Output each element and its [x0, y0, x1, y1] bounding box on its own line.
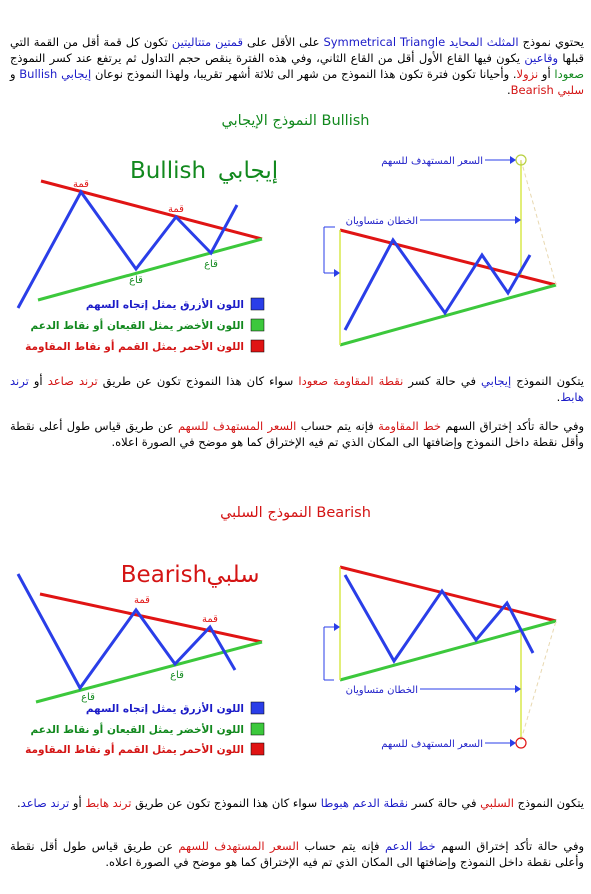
legend-green-swatch [251, 319, 264, 331]
para-text: في حالة كسر [408, 796, 481, 810]
bearish-title-arabic: سلبي [206, 562, 260, 588]
bullish-title-english: Bullish [129, 158, 207, 184]
arrow-head [510, 156, 516, 164]
para-text: فإنه يتم حساب [298, 839, 385, 853]
legend-blue-swatch [251, 702, 264, 714]
intro-text: و [10, 67, 20, 81]
term-downtrend: ترند هابط [10, 374, 584, 404]
bullish-paragraph-1 [10, 373, 584, 405]
term-support-line: خط الدعم [384, 839, 436, 853]
legend-red-swatch [251, 743, 264, 755]
intro-text: يكون فيها القاع الأول أقل من القاع الثاني، وفي هذه الفترة ينقص حجم التداول ثم يرتفع عند كسر النموذج [10, 51, 525, 65]
legend-red-label: اللون الأحمر يمثل القمم أو نقاط المقاومة [25, 744, 244, 756]
para-text: . [17, 796, 21, 810]
intro-text: . وأحيانا تكون فترة تكون هذا النموذج من شهر الى ثلاثة أشهر تقريبا، ولهذا النموذج نوعان [91, 67, 517, 81]
para-text: . [556, 390, 561, 404]
intro-term-downward: نزولا [516, 67, 539, 81]
target-price-label: السعر المستهدف للسهم [381, 156, 483, 167]
trough-label: قاع [170, 670, 184, 681]
term-resistance-break: نقطة المقاومة صعودا [298, 374, 404, 388]
intro-term-two-troughs: وقاعين [524, 51, 559, 65]
term-bullish: إيجابي [481, 374, 512, 388]
target-price-label: السعر المستهدف للسهم [381, 739, 483, 750]
bearish-target-diagram [300, 555, 591, 755]
peak-label: قمة [202, 614, 218, 625]
bearish-pattern-diagram [0, 552, 290, 760]
bearish-paragraph-2 [10, 838, 584, 870]
intro-text: تكون كل قمة أقل من القمة التي قبلها [10, 35, 584, 65]
bearish-section-heading: النموذج السلبي Bearish [220, 505, 371, 521]
term-downtrend: ترند هابط [85, 796, 132, 810]
arrow-head [515, 685, 521, 693]
peak-label: قمة [134, 595, 150, 606]
bullish-target-diagram [300, 145, 591, 355]
trough-label: قاع [129, 275, 143, 286]
term-resistance-line: خط المقاومة [378, 419, 442, 433]
trough-label: قاع [204, 259, 218, 270]
resistance-line [40, 594, 262, 642]
legend-green-label: اللون الأخضر يمثل القيعان أو نقاط الدعم [30, 724, 244, 736]
para-text: وفي حالة تأكد إختراق السهم [435, 839, 585, 853]
trough-label: قاع [81, 692, 95, 703]
legend-blue-label: اللون الأزرق يمثل إتجاه السهم [85, 299, 244, 311]
arrow-head [515, 216, 521, 224]
intro-text: . [506, 83, 511, 97]
arrow-head [334, 623, 340, 631]
bullish-paragraph-2 [10, 418, 584, 450]
equal-lines-label: الخطان متساويان [345, 685, 418, 696]
term-target-price: السعر المستهدف للسهم [178, 839, 299, 853]
bullish-title-arabic: إيجابي [217, 158, 279, 184]
legend-red-label: اللون الأحمر يمثل القمم أو نقاط المقاومة [25, 341, 244, 353]
term-target-price: السعر المستهدف للسهم [177, 419, 297, 433]
intro-term-bullish: إيجابي Bullish [19, 67, 92, 81]
intro-term-symmetrical-triangle: المثلث المحايد Symmetrical Triangle [323, 35, 519, 49]
legend-blue-swatch [251, 298, 264, 310]
support-line [340, 621, 556, 680]
guide-line [521, 160, 556, 285]
price-path [345, 575, 533, 661]
term-bearish: السلبي [480, 796, 514, 810]
para-text: أو [69, 796, 86, 810]
arrow-head [510, 739, 516, 747]
price-path [18, 192, 237, 308]
para-text: فإنه يتم حساب [296, 419, 379, 433]
term-uptrend: ترند صاعد [47, 374, 98, 388]
intro-paragraph [10, 34, 584, 98]
intro-term-upward: صعودا [554, 67, 584, 81]
para-text: وفي حالة تأكد إختراق السهم [441, 419, 585, 433]
bearish-paragraph-1 [10, 795, 584, 811]
term-support-break: نقطة الدعم هبوطا [320, 796, 409, 810]
bullish-section-heading: النموذج الإيجابي Bullish [221, 113, 370, 129]
legend-red-swatch [251, 340, 264, 352]
bearish-title-english: Bearish [120, 562, 208, 588]
para-text: يتكون النموذج [513, 796, 584, 810]
support-line [38, 239, 262, 300]
para-text: سواء كان هذا النموذج تكون عن طريق [97, 374, 299, 388]
para-text: في حالة كسر [403, 374, 482, 388]
intro-text: أو [538, 67, 555, 81]
para-text: يتكون النموذج [511, 374, 585, 388]
intro-text: على الأقل على [242, 35, 324, 49]
bullish-pattern-diagram [0, 145, 290, 360]
para-text: عن طريق قياس طول أعلى نقطة وأقل نقطة داخل النموذج وإضافتها الى المكان الذي تم فيه الإختراق كما هو موضح في الصورة اعلاه. [10, 419, 584, 449]
resistance-line [340, 567, 556, 621]
para-text: أو [28, 374, 48, 388]
intro-term-two-peaks: قمتين متتاليتين [171, 35, 243, 49]
para-text: سواء كان هذا النموذج تكون عن طريق [131, 796, 321, 810]
support-line [340, 285, 556, 345]
para-text: عن طريق قياس طول أقل نقطة وأعلى نقطة داخل النموذج وإضافتها الى المكان الذي تم فيه الإختراق كما هو موضح في الصورة اعلاه. [10, 839, 584, 869]
intro-term-bearish: سلبي Bearish [510, 83, 584, 97]
legend-blue-label: اللون الأزرق يمثل إتجاه السهم [85, 703, 244, 715]
equal-lines-label: الخطان متساويان [345, 216, 418, 227]
peak-label: قمة [168, 204, 184, 215]
term-uptrend: ترند صاعد [20, 796, 70, 810]
arrow-head [334, 269, 340, 277]
peak-label: قمة [73, 179, 89, 190]
legend-green-label: اللون الأخضر يمثل القيعان أو نقاط الدعم [30, 320, 244, 332]
price-path [18, 574, 235, 688]
intro-text: يحتوي نموذج [518, 35, 584, 49]
legend-green-swatch [251, 723, 264, 735]
